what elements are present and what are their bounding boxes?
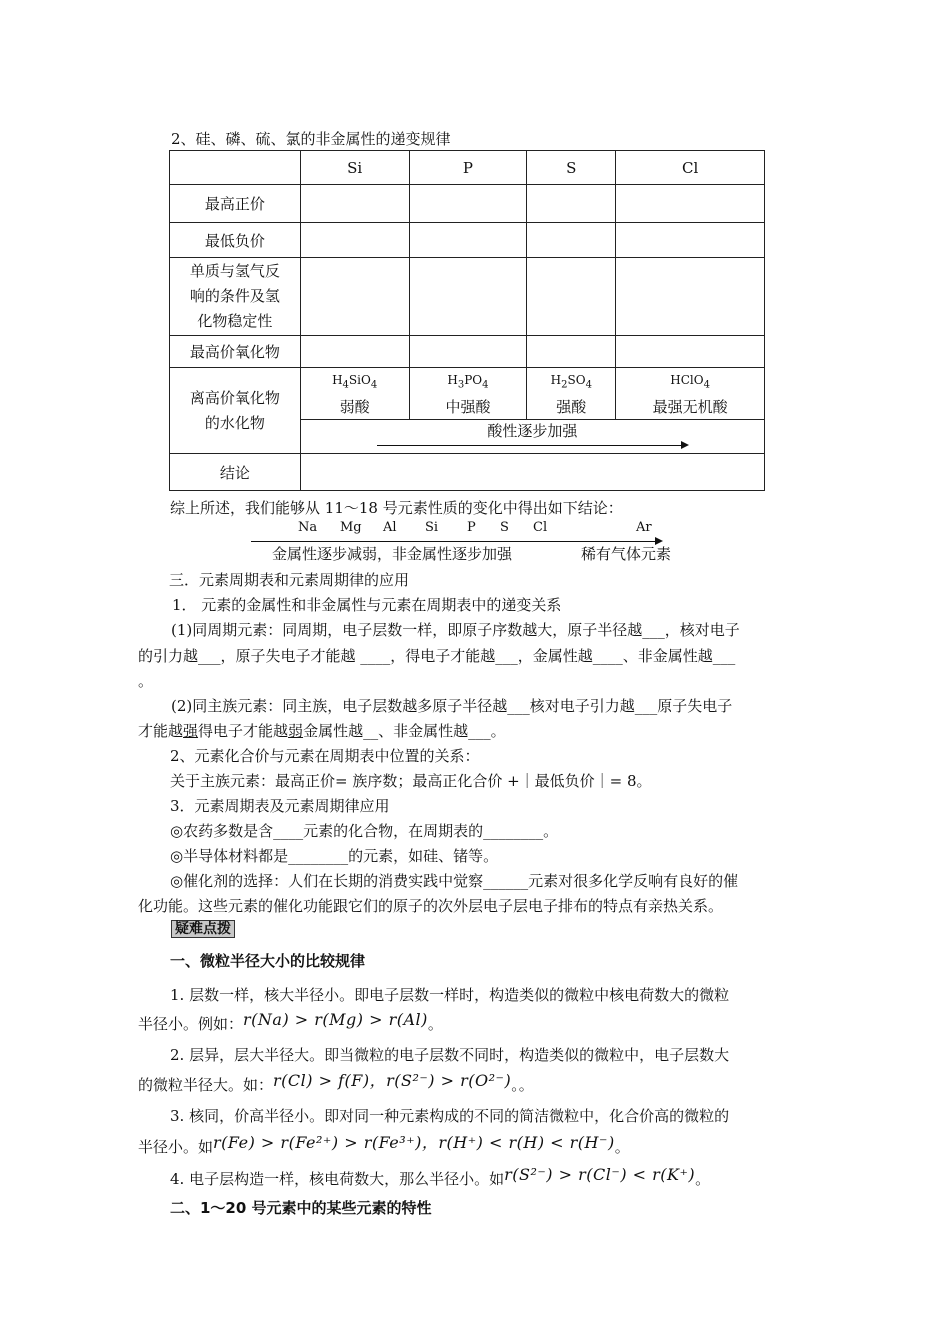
summary-trend: 金属性逐步减弱，非金属性逐步加强 — [272, 545, 513, 563]
text-span: 半径小。如 — [138, 1138, 214, 1156]
acid-trend-cell — [300, 420, 764, 454]
header-si: Si — [300, 151, 409, 185]
table-cell — [616, 185, 765, 223]
paragraph-line: 1. 层数一样，核大半径小。即电子层数一样时，构造类似的微粒中核电荷数大的微粒 — [170, 986, 730, 1004]
text-span: 4. 电子层构造一样，核电荷数大，那么半径小。如 — [170, 1170, 505, 1188]
label-line: 化物稳定性 — [197, 312, 273, 330]
difficulty-badge — [171, 918, 235, 938]
bullet-line: ◎农药多数是含____元素的化合物，在周期表的________。 — [170, 822, 559, 840]
header-cl: Cl — [616, 151, 765, 185]
paragraph-line: 3. 核同，价高半径小。即对同一种元素构成的不同的简洁微粒中，化合价高的微粒的 — [170, 1107, 730, 1125]
element-na: Na — [298, 520, 318, 535]
table-cell — [409, 258, 527, 336]
paragraph-line — [170, 1165, 711, 1189]
conclusion-cell — [300, 454, 764, 491]
text-span: 。 — [427, 1015, 443, 1033]
text-span: 。 — [614, 1138, 630, 1156]
paragraph-line: 关于主族元素：最高正价= 族序数；最高正化合价 +｜最低负价｜= 8。 — [170, 772, 652, 790]
text-span: 的微粒半径大。如： — [138, 1076, 274, 1094]
summary-intro: 综上所述，我们能够从 11～18 号元素性质的变化中得出如下结论： — [170, 499, 623, 517]
label-line: 的水化物 — [204, 413, 265, 432]
header-p: P — [409, 151, 527, 185]
label-line: 离高价氧化物 — [189, 388, 280, 407]
table-cell — [527, 336, 616, 368]
acid-formula: $H_2SO_4$ — [550, 372, 592, 391]
section3-item2: 2、元素化合价与元素在周期表中位置的关系： — [170, 747, 480, 765]
table-cell — [527, 185, 616, 223]
paragraph-line — [138, 1134, 630, 1157]
label-line: 单质与氢气反 — [189, 262, 280, 280]
element-al: Al — [383, 520, 397, 535]
acid-cell-cl — [616, 368, 765, 420]
acid-strength: 中强酸 — [445, 398, 491, 417]
table-row — [170, 454, 765, 491]
section-title: 2、硅、磷、硫、氯的非金属性的递变规律 — [171, 130, 451, 148]
acid-cell-si — [300, 368, 409, 420]
table-cell — [300, 258, 409, 336]
table-row — [170, 336, 765, 368]
acid-formula: $H_4SiO_4$ — [332, 372, 378, 391]
element-s: S — [500, 520, 509, 535]
math-formula: r(S²⁻) > r(Cl⁻) < r(K⁺) — [504, 1165, 696, 1184]
row-label-hydrogen — [170, 258, 301, 336]
section3-title: 三．元素周期表和元素周期律的应用 — [169, 571, 410, 589]
underlined-word: 强 — [183, 722, 199, 740]
acid-strength: 强酸 — [556, 398, 587, 417]
table-cell — [300, 223, 409, 258]
bullet-line: ◎半导体材料都是________的元素，如硅、锗等。 — [170, 847, 499, 865]
summary-arrow-line — [251, 541, 655, 542]
paragraph-line: (1)同周期元素：同周期，电子层数一样，即原子序数越大，原子半径越___，核对电子 — [171, 621, 740, 639]
text-span: 半径小。例如： — [138, 1015, 244, 1033]
math-formula: r(Na) > r(Mg) > r(Al) — [243, 1010, 428, 1029]
summary-noble-gas: 稀有气体元素 — [581, 545, 672, 563]
element-p: P — [467, 520, 476, 535]
text-span: 。 — [695, 1170, 711, 1188]
text-span: 得电子才能越 — [198, 722, 289, 740]
trend-arrow-line — [377, 445, 681, 446]
section3-item1: 1． 元素的金属性和非金属性与元素在周期表中的递变关系 — [172, 596, 562, 614]
table-cell — [409, 336, 527, 368]
element-ar: Ar — [636, 520, 652, 535]
label-line: 响的条件及氢 — [189, 287, 280, 305]
table-cell — [409, 185, 527, 223]
section3-item3: 3．元素周期表及元素周期律应用 — [170, 797, 390, 815]
acid-cell-s — [527, 368, 616, 420]
table-cell — [527, 258, 616, 336]
paragraph-line: 化功能。这些元素的催化功能跟它们的原子的次外层电子层电子排布的特点有亲热关系。 — [138, 897, 724, 915]
acid-formula: $H_3PO_4$ — [447, 372, 489, 391]
row-label-conclusion: 结论 — [170, 454, 301, 491]
table-cell — [300, 336, 409, 368]
table-row — [170, 223, 765, 258]
table-cell — [409, 223, 527, 258]
element-mg: Mg — [340, 520, 362, 535]
table-cell — [300, 185, 409, 223]
paragraph-line — [138, 720, 506, 741]
arrow-right-icon — [681, 441, 689, 449]
header-s: S — [527, 151, 616, 185]
math-formula: r(Fe) > r(Fe²⁺) > r(Fe³⁺)，r(H⁺) < r(H) < r(H⁻) — [213, 1133, 615, 1152]
row-label-oxide: 最高价氧化物 — [170, 336, 301, 368]
paragraph-line: 2. 层异，层大半径大。即当微粒的电子层数不同时，构造类似的微粒中，电子层数大 — [170, 1046, 730, 1064]
row-label-max-valence: 最高正价 — [170, 185, 301, 223]
acid-strength: 弱酸 — [339, 398, 370, 417]
heading-radius-rules: 一、微粒半径大小的比较规律 — [170, 952, 366, 970]
text-span: 金属性越__、非金属性越___。 — [303, 722, 506, 740]
badge-label: 疑难点拨 — [171, 920, 235, 938]
table-cell — [616, 223, 765, 258]
row-label-min-valence: 最低负价 — [170, 223, 301, 258]
table-cell — [616, 336, 765, 368]
paragraph-line — [138, 1010, 443, 1034]
paragraph-line: 。 — [138, 672, 154, 690]
table-row — [170, 258, 765, 336]
math-formula: r(Cl) > f(F)，r(S²⁻) > r(O²⁻) — [273, 1071, 512, 1090]
heading-element-properties: 二、1～20 号元素中的某些元素的特性 — [170, 1199, 432, 1217]
acid-cell-p — [409, 368, 527, 420]
table-cell — [616, 258, 765, 336]
underlined-word: 弱 — [288, 722, 304, 740]
table-cell — [527, 223, 616, 258]
text-span: 。。 — [511, 1076, 534, 1094]
paragraph-line: (2)同主族元素：同主族，电子层数越多原子半径越___核对电子引力越___原子失电子 — [171, 697, 733, 715]
element-si: Si — [425, 520, 439, 535]
acid-trend-label: 酸性逐步加强 — [487, 422, 578, 440]
row-label-hydrate — [170, 368, 301, 454]
header-row — [170, 151, 765, 185]
table-row — [170, 185, 765, 223]
properties-table — [169, 150, 765, 491]
acid-formula: HClO$_4$ — [670, 372, 710, 391]
text-span: 才能越 — [138, 722, 184, 740]
element-cl: Cl — [533, 520, 548, 535]
paragraph-line: 的引力越___，原子失电子才能越 ____，得电子才能越___，金属性越____、非金属性越___ — [138, 647, 736, 665]
empty-cell — [170, 151, 301, 185]
paragraph-line — [138, 1072, 534, 1095]
table-row — [170, 368, 765, 420]
acid-strength: 最强无机酸 — [652, 398, 728, 417]
bullet-line: ◎催化剂的选择：人们在长期的消费实践中觉察______元素对很多化学反响有良好的催 — [170, 872, 739, 890]
